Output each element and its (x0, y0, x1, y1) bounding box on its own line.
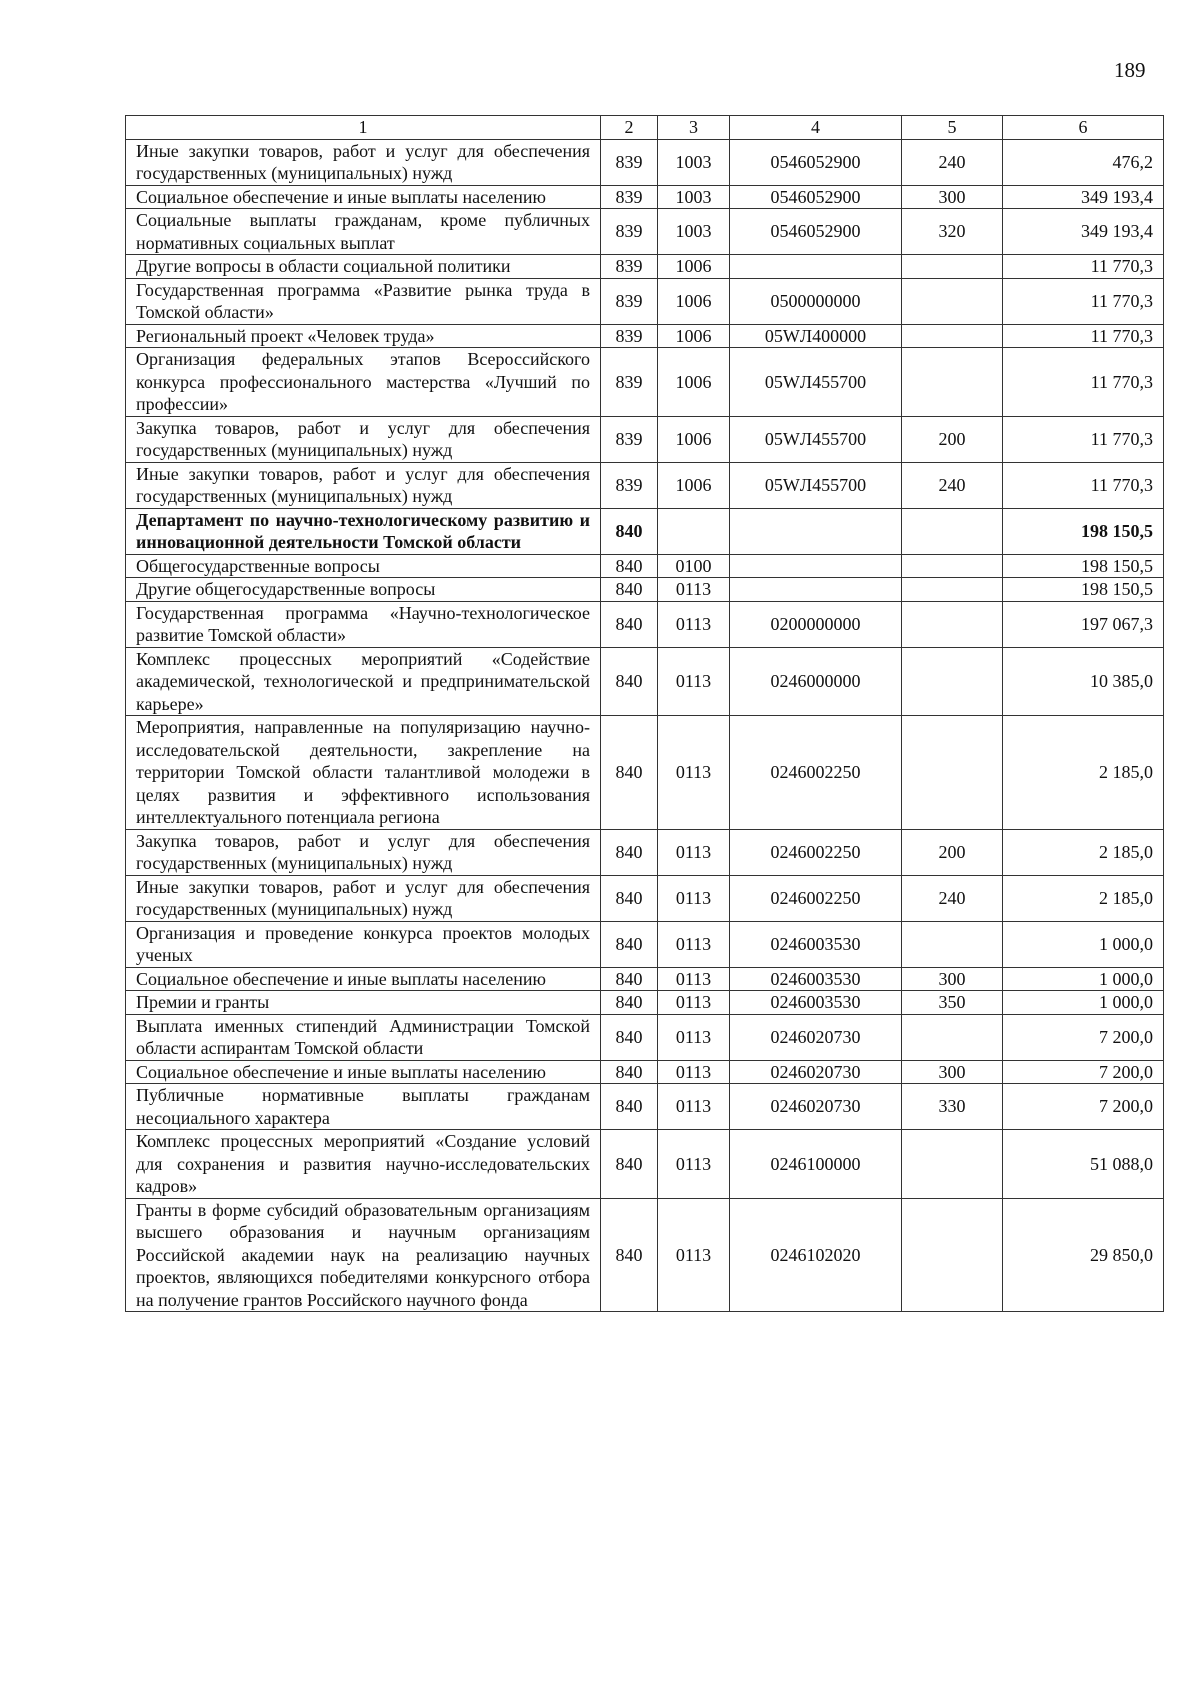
table-row (126, 554, 1164, 578)
section-code: 0113 (658, 967, 730, 991)
expense-type-code (902, 601, 1003, 647)
row-name: Иные закупки товаров, работ и услуг для обеспечения государственных (муниципальных) нужд (126, 139, 601, 185)
target-article-code: 0246002250 (730, 716, 902, 830)
table-row (126, 1084, 1164, 1130)
row-name: Другие вопросы в области социальной политики (126, 255, 601, 279)
section-code: 0113 (658, 1014, 730, 1060)
target-article-code: 0246020730 (730, 1084, 902, 1130)
table-row (126, 416, 1164, 462)
header-cell: 6 (1003, 116, 1164, 140)
admin-code: 839 (601, 416, 658, 462)
section-code: 1006 (658, 278, 730, 324)
admin-code: 840 (601, 991, 658, 1015)
section-code: 0113 (658, 829, 730, 875)
table-row (126, 348, 1164, 417)
row-name: Другие общегосударственные вопросы (126, 578, 601, 602)
row-name: Публичные нормативные выплаты гражданам несоциального характера (126, 1084, 601, 1130)
table-row (126, 185, 1164, 209)
expense-type-code (902, 716, 1003, 830)
row-name: Комплекс процессных мероприятий «Создание условий для сохранения и развития научно-исследовательских кадров» (126, 1130, 601, 1199)
section-code: 1006 (658, 348, 730, 417)
header-cell: 5 (902, 116, 1003, 140)
table-row (126, 716, 1164, 830)
row-name: Социальное обеспечение и иные выплаты населению (126, 1060, 601, 1084)
amount: 11 770,3 (1003, 255, 1164, 279)
table-row (126, 255, 1164, 279)
row-name: Иные закупки товаров, работ и услуг для обеспечения государственных (муниципальных) нужд (126, 875, 601, 921)
header-cell: 2 (601, 116, 658, 140)
row-name: Социальные выплаты гражданам, кроме публичных нормативных социальных выплат (126, 209, 601, 255)
section-code: 0113 (658, 601, 730, 647)
admin-code: 839 (601, 324, 658, 348)
admin-code: 840 (601, 967, 658, 991)
table-row (126, 139, 1164, 185)
admin-code: 840 (601, 554, 658, 578)
admin-code: 839 (601, 139, 658, 185)
expense-type-code (902, 348, 1003, 417)
expense-type-code (902, 1198, 1003, 1312)
table-row (126, 578, 1164, 602)
section-code: 0113 (658, 1084, 730, 1130)
section-code: 0100 (658, 554, 730, 578)
header-cell: 4 (730, 116, 902, 140)
section-code: 0113 (658, 716, 730, 830)
table-row (126, 991, 1164, 1015)
amount: 197 067,3 (1003, 601, 1164, 647)
row-name: Премии и гранты (126, 991, 601, 1015)
table-row (126, 209, 1164, 255)
admin-code: 840 (601, 875, 658, 921)
row-name: Организация федеральных этапов Всероссийского конкурса профессионального мастерства «Лучший по профессии» (126, 348, 601, 417)
row-name: Государственная программа «Научно-технологическое развитие Томской области» (126, 601, 601, 647)
expense-type-code: 300 (902, 1060, 1003, 1084)
expense-type-code (902, 578, 1003, 602)
table-row (126, 601, 1164, 647)
amount: 1 000,0 (1003, 967, 1164, 991)
row-name: Гранты в форме субсидий образовательным организациям высшего образования и научным организациям Российской академии наук на реализацию научных проектов, являющихся победителями конкурсного отбора на получение грантов Российского научного фонда (126, 1198, 601, 1312)
target-article-code (730, 508, 902, 554)
admin-code: 840 (601, 578, 658, 602)
admin-code: 840 (601, 921, 658, 967)
expense-type-code (902, 508, 1003, 554)
section-code (658, 508, 730, 554)
expense-type-code: 300 (902, 967, 1003, 991)
section-code: 0113 (658, 1060, 730, 1084)
target-article-code: 0546052900 (730, 185, 902, 209)
expense-type-code: 240 (902, 462, 1003, 508)
section-code: 0113 (658, 875, 730, 921)
row-name: Выплата именных стипендий Администрации Томской области аспирантам Томской области (126, 1014, 601, 1060)
amount: 2 185,0 (1003, 875, 1164, 921)
amount: 1 000,0 (1003, 991, 1164, 1015)
table-row (126, 324, 1164, 348)
amount: 10 385,0 (1003, 647, 1164, 716)
amount: 11 770,3 (1003, 462, 1164, 508)
row-name: Общегосударственные вопросы (126, 554, 601, 578)
admin-code: 839 (601, 278, 658, 324)
expense-type-code: 200 (902, 829, 1003, 875)
target-article-code: 0246100000 (730, 1130, 902, 1199)
admin-code: 840 (601, 508, 658, 554)
expense-type-code (902, 554, 1003, 578)
section-code: 0113 (658, 921, 730, 967)
amount: 2 185,0 (1003, 829, 1164, 875)
expense-type-code: 330 (902, 1084, 1003, 1130)
target-article-code: 0246003530 (730, 991, 902, 1015)
admin-code: 840 (601, 1060, 658, 1084)
admin-code: 839 (601, 462, 658, 508)
section-code: 1006 (658, 416, 730, 462)
section-code: 0113 (658, 1198, 730, 1312)
target-article-code: 0246000000 (730, 647, 902, 716)
row-name: Комплекс процессных мероприятий «Содействие академической, технологической и предпринимательской карьере» (126, 647, 601, 716)
header-cell: 1 (126, 116, 601, 140)
expense-type-code: 300 (902, 185, 1003, 209)
amount: 349 193,4 (1003, 185, 1164, 209)
target-article-code: 0200000000 (730, 601, 902, 647)
admin-code: 840 (601, 601, 658, 647)
target-article-code: 0246003530 (730, 921, 902, 967)
target-article-code: 0246003530 (730, 967, 902, 991)
target-article-code: 0546052900 (730, 139, 902, 185)
expense-type-code: 240 (902, 875, 1003, 921)
table-row (126, 1060, 1164, 1084)
table-row (126, 1130, 1164, 1199)
row-name: Региональный проект «Человек труда» (126, 324, 601, 348)
admin-code: 839 (601, 255, 658, 279)
amount: 7 200,0 (1003, 1014, 1164, 1060)
expense-type-code: 240 (902, 139, 1003, 185)
row-name: Иные закупки товаров, работ и услуг для обеспечения государственных (муниципальных) нужд (126, 462, 601, 508)
table-row (126, 647, 1164, 716)
admin-code: 839 (601, 348, 658, 417)
target-article-code (730, 255, 902, 279)
table-row (126, 967, 1164, 991)
amount: 198 150,5 (1003, 554, 1164, 578)
expense-type-code (902, 1130, 1003, 1199)
amount: 1 000,0 (1003, 921, 1164, 967)
admin-code: 840 (601, 1014, 658, 1060)
section-code: 0113 (658, 578, 730, 602)
row-name: Департамент по научно-технологическому развитию и инновационной деятельности Томской области (126, 508, 601, 554)
table-row (126, 829, 1164, 875)
expense-type-code: 320 (902, 209, 1003, 255)
target-article-code: 05WЛ455700 (730, 462, 902, 508)
expense-type-code: 350 (902, 991, 1003, 1015)
expense-type-code (902, 647, 1003, 716)
row-name: Социальное обеспечение и иные выплаты населению (126, 185, 601, 209)
section-code: 1003 (658, 185, 730, 209)
table-row (126, 278, 1164, 324)
target-article-code: 0246020730 (730, 1014, 902, 1060)
page-number: 189 (1114, 58, 1146, 82)
amount: 11 770,3 (1003, 324, 1164, 348)
table-row (126, 462, 1164, 508)
amount: 7 200,0 (1003, 1060, 1164, 1084)
expense-type-code (902, 278, 1003, 324)
target-article-code (730, 578, 902, 602)
admin-code: 840 (601, 716, 658, 830)
amount: 11 770,3 (1003, 278, 1164, 324)
amount: 7 200,0 (1003, 1084, 1164, 1130)
expense-type-code: 200 (902, 416, 1003, 462)
amount: 349 193,4 (1003, 209, 1164, 255)
admin-code: 839 (601, 209, 658, 255)
table-row (126, 921, 1164, 967)
admin-code: 840 (601, 1084, 658, 1130)
row-name: Закупка товаров, работ и услуг для обеспечения государственных (муниципальных) нужд (126, 416, 601, 462)
budget-table (125, 115, 1164, 1312)
amount: 29 850,0 (1003, 1198, 1164, 1312)
row-name: Мероприятия, направленные на популяризацию научно-исследовательской деятельности, закрепление на территории Томской области талантливой молодежи в целях развития и эффективного использования интеллектуального потенциала региона (126, 716, 601, 830)
target-article-code: 0500000000 (730, 278, 902, 324)
target-article-code: 0246020730 (730, 1060, 902, 1084)
section-code: 1006 (658, 255, 730, 279)
admin-code: 840 (601, 647, 658, 716)
table-row (126, 1014, 1164, 1060)
target-article-code: 0246002250 (730, 829, 902, 875)
amount: 198 150,5 (1003, 578, 1164, 602)
expense-type-code (902, 921, 1003, 967)
section-code: 0113 (658, 991, 730, 1015)
target-article-code: 05WЛ455700 (730, 348, 902, 417)
section-code: 1006 (658, 462, 730, 508)
table-row (126, 875, 1164, 921)
admin-code: 840 (601, 1198, 658, 1312)
amount: 51 088,0 (1003, 1130, 1164, 1199)
target-article-code: 0246102020 (730, 1198, 902, 1312)
expense-type-code (902, 324, 1003, 348)
target-article-code: 05WЛ400000 (730, 324, 902, 348)
section-code: 1006 (658, 324, 730, 348)
admin-code: 839 (601, 185, 658, 209)
amount: 476,2 (1003, 139, 1164, 185)
admin-code: 840 (601, 829, 658, 875)
row-name: Социальное обеспечение и иные выплаты населению (126, 967, 601, 991)
amount: 198 150,5 (1003, 508, 1164, 554)
expense-type-code (902, 255, 1003, 279)
table-row (126, 1198, 1164, 1312)
admin-code: 840 (601, 1130, 658, 1199)
target-article-code: 05WЛ455700 (730, 416, 902, 462)
target-article-code: 0246002250 (730, 875, 902, 921)
header-cell: 3 (658, 116, 730, 140)
amount: 11 770,3 (1003, 416, 1164, 462)
table-row (126, 508, 1164, 554)
amount: 2 185,0 (1003, 716, 1164, 830)
row-name: Закупка товаров, работ и услуг для обеспечения государственных (муниципальных) нужд (126, 829, 601, 875)
header-row (126, 116, 1164, 140)
section-code: 0113 (658, 647, 730, 716)
section-code: 1003 (658, 209, 730, 255)
row-name: Государственная программа «Развитие рынка труда в Томской области» (126, 278, 601, 324)
amount: 11 770,3 (1003, 348, 1164, 417)
target-article-code: 0546052900 (730, 209, 902, 255)
section-code: 0113 (658, 1130, 730, 1199)
row-name: Организация и проведение конкурса проектов молодых ученых (126, 921, 601, 967)
target-article-code (730, 554, 902, 578)
section-code: 1003 (658, 139, 730, 185)
expense-type-code (902, 1014, 1003, 1060)
